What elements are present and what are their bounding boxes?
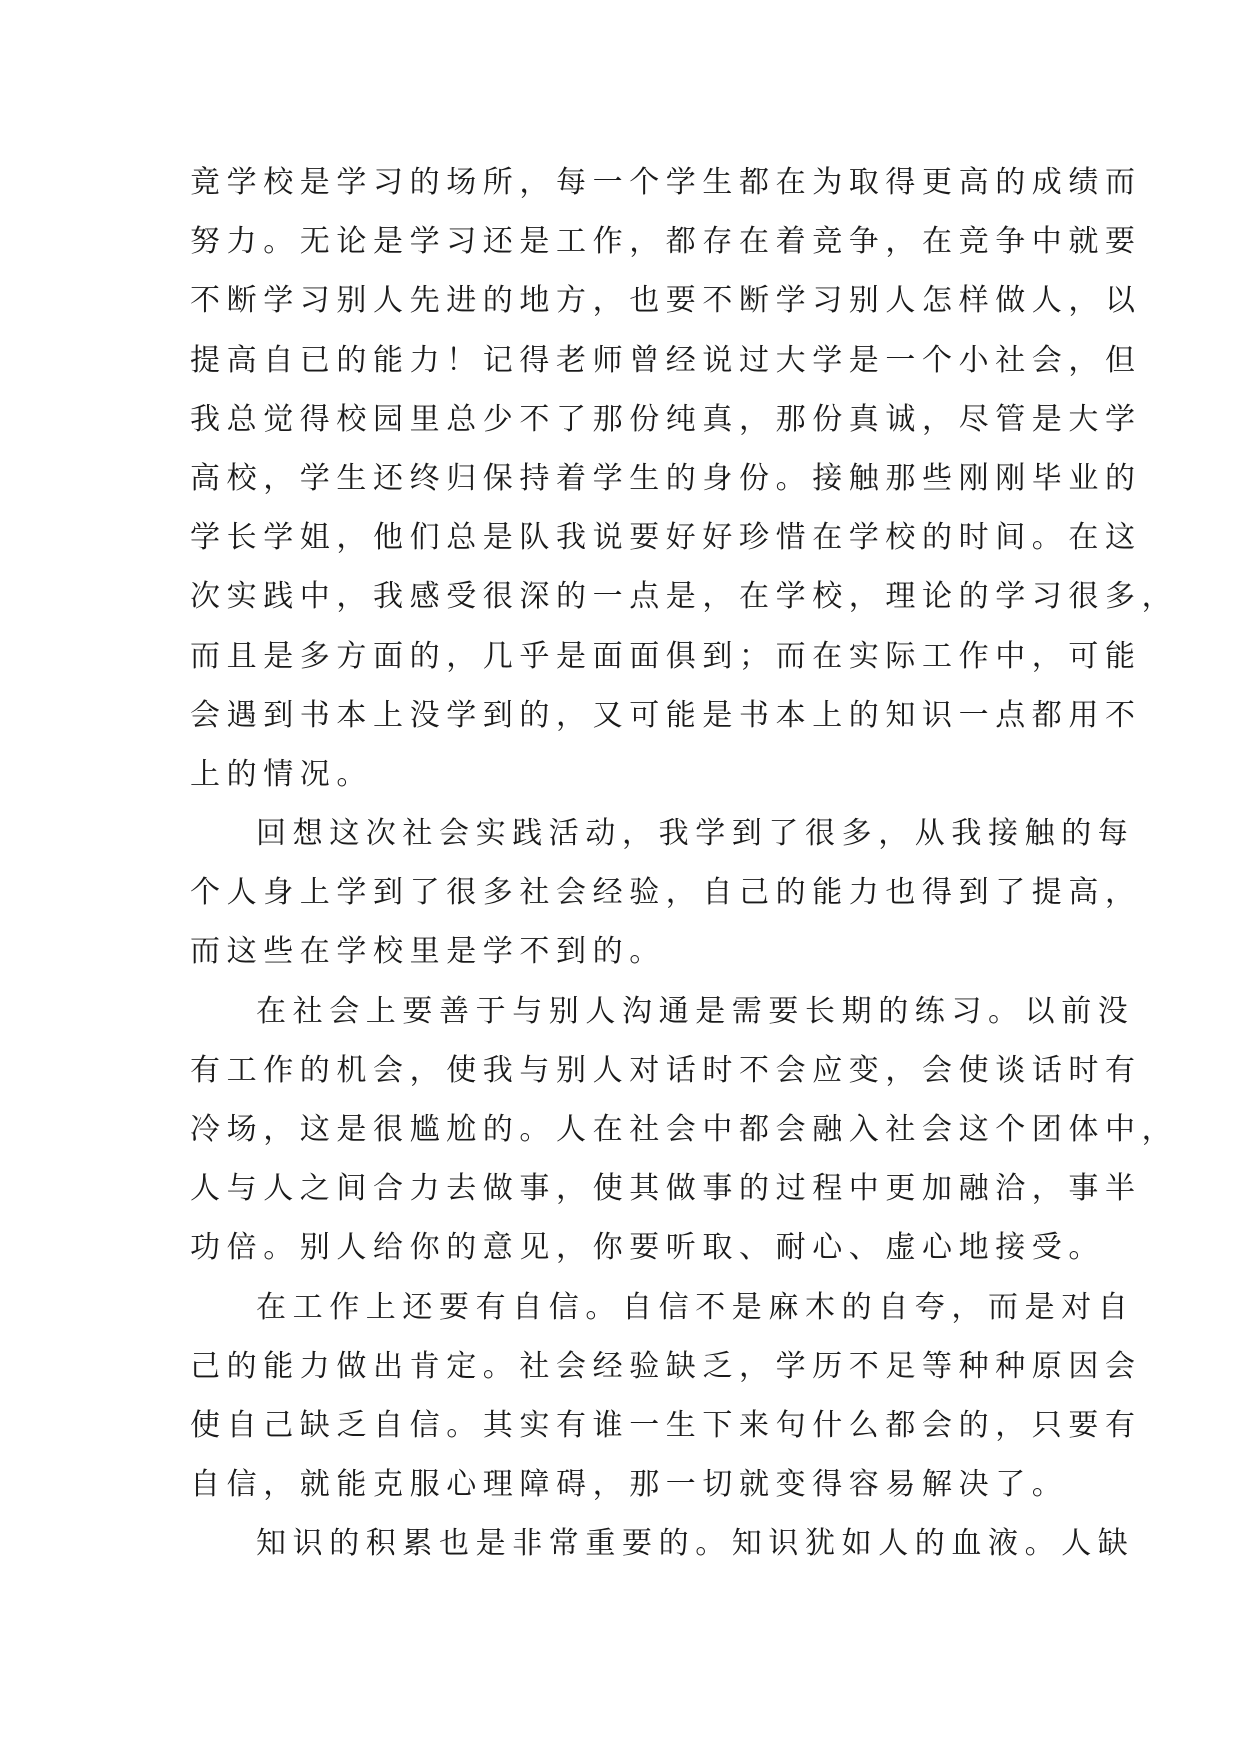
text-line: 次实践中，我感受很深的一点是，在学校，理论的学习很多， (190, 579, 1179, 615)
document-body (190, 153, 1179, 1574)
text-line: 功倍。别人给你的意见，你要听取、耐心、虚心地接受。 (190, 1230, 1105, 1266)
text-line: 使自己缺乏自信。其实有谁一生下来句什么都会的，只要有 (190, 1407, 1142, 1443)
text-line: 努力。无论是学习还是工作，都存在着竞争，在竞争中就要 (190, 224, 1142, 260)
text-line: 而这些在学校里是学不到的。 (190, 934, 666, 970)
text-line: 冷场，这是很尴尬的。人在社会中都会融入社会这个团体中， (190, 1112, 1179, 1147)
text-line: 自信，就能克服心理障碍，那一切就变得容易解决了。 (190, 1467, 1069, 1503)
text-line: 不断学习别人先进的地方，也要不断学习别人怎样做人，以 (190, 283, 1142, 319)
text-line-indented: 在社会上要善于与别人沟通是需要长期的练习。以前没 (256, 993, 1135, 1029)
text-line: 而且是多方面的，几乎是面面俱到；而在实际工作中，可能 (190, 638, 1142, 674)
text-line: 上的情况。 (190, 756, 373, 792)
text-line: 我总觉得校园里总少不了那份纯真，那份真诚，尽管是大学 (190, 401, 1142, 437)
text-line: 学长学姐，他们总是队我说要好好珍惜在学校的时间。在这 (190, 520, 1142, 556)
text-line: 竟学校是学习的场所，每一个学生都在为取得更高的成绩而 (190, 165, 1142, 200)
text-line: 高校，学生还终归保持着学生的身份。接触那些刚刚毕业的 (190, 460, 1142, 496)
text-line: 己的能力做出肯定。社会经验缺乏，学历不足等种种原因会 (190, 1348, 1142, 1384)
text-line: 个人身上学到了很多社会经验，自己的能力也得到了提高， (190, 875, 1142, 911)
text-line-indented: 在工作上还要有自信。自信不是麻木的自夸，而是对自 (256, 1289, 1135, 1325)
text-line-indented: 回想这次社会实践活动，我学到了很多，从我接触的每 (256, 816, 1135, 852)
text-line: 人与人之间合力去做事，使其做事的过程中更加融洽，事半 (190, 1171, 1142, 1207)
text-line: 提高自已的能力！记得老师曾经说过大学是一个小社会，但 (190, 342, 1142, 378)
text-line: 有工作的机会，使我与别人对话时不会应变，会使谈话时有 (190, 1052, 1142, 1088)
text-line: 会遇到书本上没学到的，又可能是书本上的知识一点都用不 (190, 697, 1142, 733)
text-line-indented: 知识的积累也是非常重要的。知识犹如人的血液。人缺 (256, 1526, 1135, 1562)
